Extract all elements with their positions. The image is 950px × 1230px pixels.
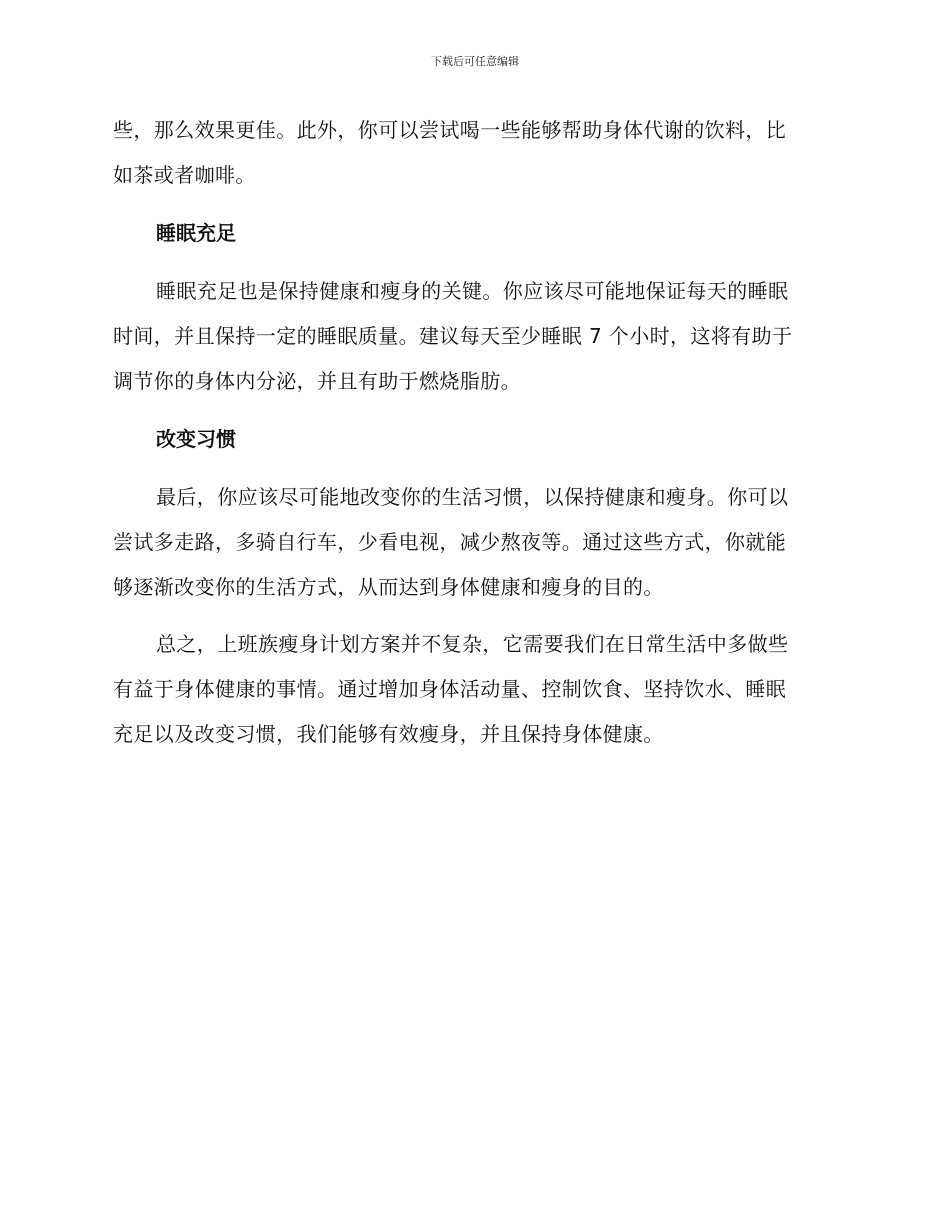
paragraph-habit [113, 475, 833, 610]
document-body [113, 108, 833, 757]
paragraph-line: 有益于身体健康的事情。通过增加身体活动量、控制饮食、坚持饮水、睡眠 [113, 677, 787, 701]
paragraph-line: 总之，上班族瘦身计划方案并不复杂，它需要我们在日常生活中多做些 [156, 632, 789, 656]
paragraph-sleep [113, 269, 833, 404]
paragraph-line: 充足以及改变习惯，我们能够有效瘦身，并且保持身体健康。 [113, 722, 664, 746]
paragraph-line: 些，那么效果更佳。此外，你可以尝试喝一些能够帮助身体代谢的饮料，比 [113, 118, 787, 142]
paragraph-line: 最后，你应该尽可能地改变你的生活习惯，以保持健康和瘦身。你可以 [156, 485, 789, 509]
page-header: 下载后可任意编辑 [431, 55, 519, 68]
paragraph-line: 调节你的身体内分泌，并且有助于燃烧脂肪。 [113, 369, 521, 393]
paragraph-line: 睡眠充足也是保持健康和瘦身的关键。你应该尽可能地保证每天的睡眠 [156, 279, 789, 303]
section-heading-habit: 改变习惯 [156, 427, 236, 451]
paragraph-line: 够逐渐改变你的生活方式，从而达到身体健康和瘦身的目的。 [113, 575, 664, 599]
paragraph-line: 时间，并且保持一定的睡眠质量。建议每天至少睡眠 7 个小时，这将有助于 [113, 324, 793, 348]
paragraph-conclusion [113, 622, 833, 757]
paragraph-line: 尝试多走路，多骑自行车，少看电视，减少熬夜等。通过这些方式，你就能 [113, 530, 787, 554]
section-heading-sleep: 睡眠充足 [156, 221, 236, 245]
paragraph-line: 如茶或者咖啡。 [113, 163, 256, 187]
paragraph-drinks [113, 108, 833, 198]
